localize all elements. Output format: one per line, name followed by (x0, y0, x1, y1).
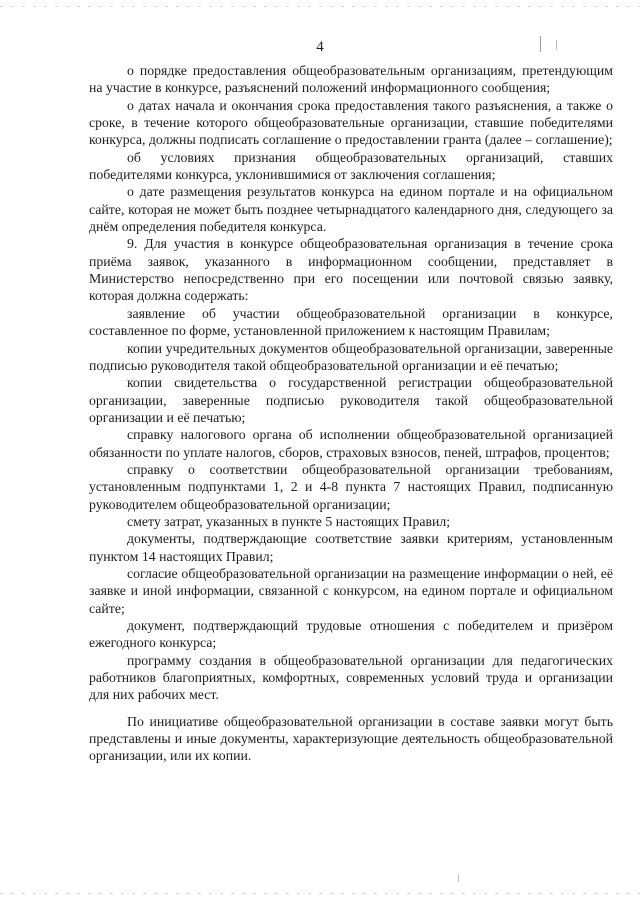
paragraph-1: о порядке предоставления общеобразовательным организациям, претендующим на участие в конкурсе, разъяснений положений информационного сообщения; (89, 63, 613, 96)
paragraph-16: По инициативе общеобразовательной организации в составе заявки могут быть представлены и иные документы, характеризующие деятельность общеобразовательной организации, или их копии. (89, 713, 613, 764)
scan-bottom-artifact (0, 893, 640, 894)
paragraph-8: копии свидетельства о государственной регистрации общеобразовательной организации, заверенные подписью руководителя такой общеобразовательной организации и её печатью; (89, 375, 613, 425)
paragraph-7: копии учредительных документов общеобразовательной организации, заверенные подписью руководителя такой общеобразовательной организации и её печатью; (89, 340, 613, 373)
paragraph-9: справку налогового органа об исполнении общеобразовательной организацией обязанности по уплате налогов, сборов, страховых взносов, пеней, штрафов, процентов; (89, 427, 613, 460)
paragraph-4: о дате размещения результатов конкурса на едином портале и на официальном сайте, которая не может быть позднее четырнадцатого календарного дня, следующего за днём определения победителя конкурса. (89, 184, 613, 235)
paragraph-12: документы, подтверждающие соответствие заявки критериям, установленным пунктом 14 настоящих Правил; (89, 531, 613, 564)
paragraph-11: смету затрат, указанных в пункте 5 настоящих Правил; (127, 513, 451, 529)
paragraph-15: программу создания в общеобразовательной организации для педагогических работников благоприятных, комфортных, современных условий труда и организации для них рабочих мест. (89, 652, 613, 703)
scan-mark-bottom (458, 874, 459, 882)
page-number: 4 (316, 39, 324, 55)
paragraph-6: заявление об участии общеобразовательной организации в конкурсе, составленное по форме, установленной приложением к настоящим Правилам; (89, 305, 613, 339)
paragraph-14: документ, подтверждающий трудовые отношения с победителем и призёром ежегодного конкурса; (89, 618, 613, 651)
paragraph-10: справку о соответствии общеобразовательной организации требованиям, установленным подпунктами 1, 2 и 4-8 пункта 7 настоящих Правил, подписанную руководителем общеобразовательной организации; (89, 461, 613, 512)
paragraph-2: о датах начала и окончания срока предоставления такого разъяснения, а также о сроке, в течение которого общеобразовательные организации, ставшие победителями конкурса, должны подписать соглашение о предоставлении гранта (далее – соглашение); (89, 97, 613, 148)
paragraph-3: об условиях признания общеобразовательных организаций, ставших победителями конкурса, уклонившимися от заключения соглашения; (89, 149, 613, 183)
document-body (89, 62, 613, 765)
scan-top-artifact (0, 6, 640, 7)
paragraph-13: согласие общеобразовательной организации на размещение информации о ней, её заявке и иной информации, связанной с конкурсом, на едином портале и официальном сайте; (89, 565, 613, 616)
paragraph-5: 9. Для участия в конкурсе общеобразовательная организация в течение срока приёма заявок, указанного в информационном сообщении, представляет в Министерство непосредственно при его посещении или почтовой связью заявку, которая должна содержать: (89, 236, 613, 304)
